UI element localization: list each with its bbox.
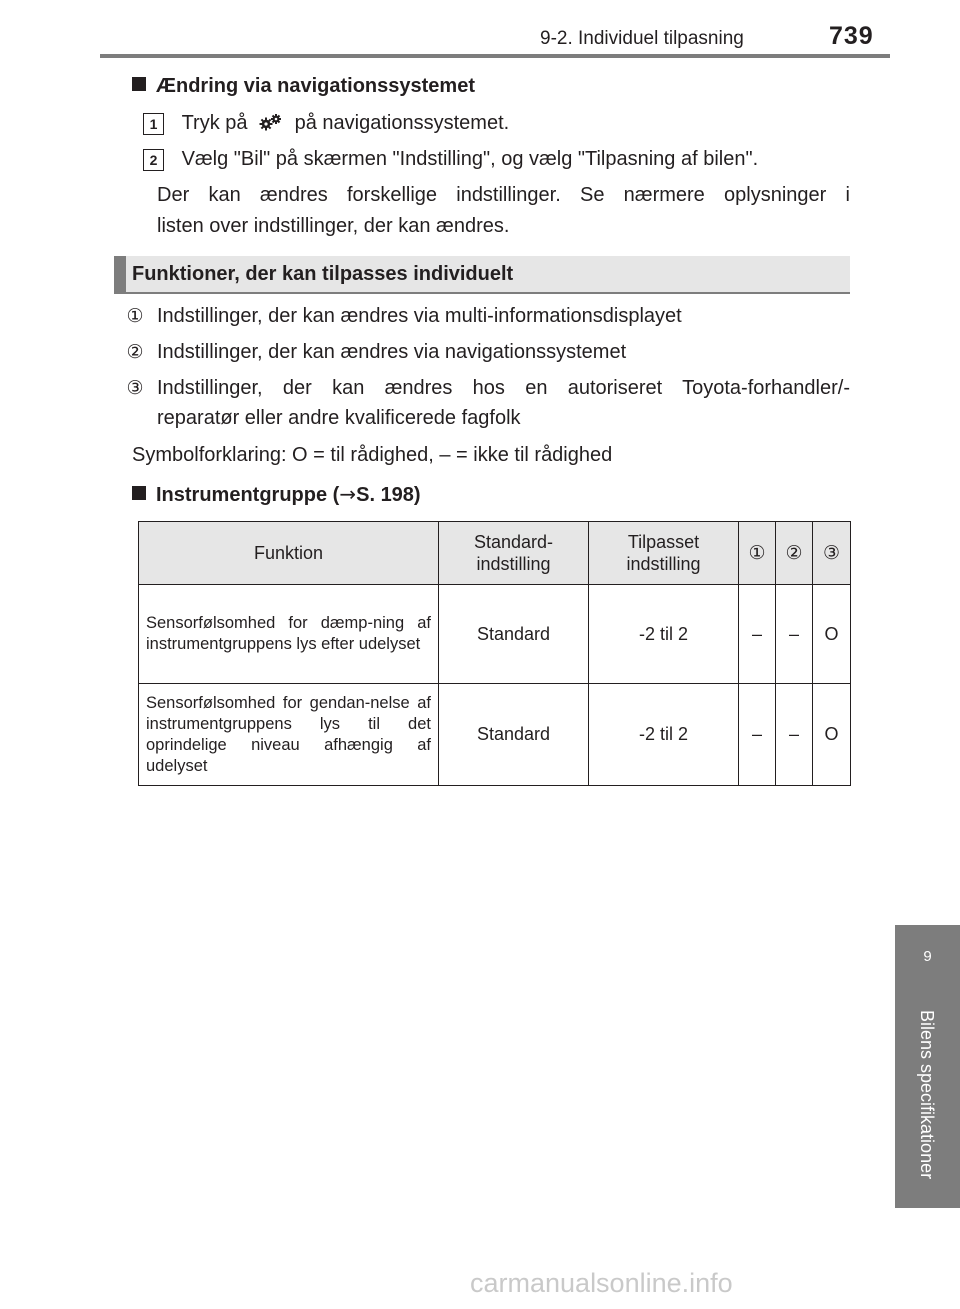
functions-section-title: Funktioner, der kan tilpasses individuelt <box>132 263 514 285</box>
nav-section-heading <box>132 75 475 98</box>
step-1-text-before: Tryk på <box>181 112 248 134</box>
step-number-2: 2 <box>143 149 164 171</box>
settings-table <box>138 521 851 786</box>
table-cell-col3: O <box>813 684 851 786</box>
watermark: carmanualsonline.info <box>470 1268 733 1298</box>
header-rule <box>100 54 890 58</box>
chapter-number: 9 <box>923 948 932 965</box>
col-header-3 <box>813 522 851 585</box>
table-cell-standard: Standard <box>439 585 589 684</box>
table-cell-col2: – <box>776 684 813 786</box>
instrument-section-heading <box>132 482 421 507</box>
arrow-right-icon: → <box>339 482 357 506</box>
section-bar-underline <box>114 292 850 294</box>
table-cell-function: Sensorfølsomhed for gendan-nelse af instrumentgruppens lys til det oprindelige niveau afhængig af udelyset <box>139 684 439 786</box>
nav-section-title: Ændring via navigationssystemet <box>156 75 475 97</box>
table-cell-standard: Standard <box>439 684 589 786</box>
symbol-legend: Symbolforklaring: O = til rådighed, – = ikke til rådighed <box>132 444 613 466</box>
table-row <box>139 585 851 684</box>
table-cell-custom: -2 til 2 <box>589 684 739 786</box>
page-number: 739 <box>829 22 874 50</box>
table-row <box>139 684 851 786</box>
number-2-icon: ② <box>785 542 803 564</box>
col-header-custom-line-1: Tilpasset <box>627 532 700 552</box>
section-bar-accent <box>114 256 126 292</box>
step-1-text-after: på navigationssystemet. <box>294 112 510 134</box>
col-header-standard-line-1: Standard- <box>473 532 554 552</box>
number-2-icon: ② <box>126 341 144 363</box>
step-2 <box>143 143 758 175</box>
functions-item-1 <box>124 300 682 332</box>
running-header-section: 9-2. Individuel tilpasning <box>540 28 744 49</box>
chapter-label-container <box>895 1010 960 1210</box>
functions-item-3-line-1: Indstillinger, der kan ændres hos en autoriseret Toyota-forhandler/- <box>157 377 850 399</box>
number-3-icon: ③ <box>126 377 144 399</box>
number-1-icon: ① <box>126 305 144 327</box>
col-header-1 <box>739 522 776 585</box>
step-number-1: 1 <box>143 113 164 135</box>
table-cell-col3: O <box>813 585 851 684</box>
table-cell-col1: – <box>739 585 776 684</box>
nav-note-line-1: Der kan ændres forskellige indstillinger. Se nærmere oplysninger i <box>157 184 850 206</box>
functions-item-2 <box>124 336 627 368</box>
col-header-custom-line-2: indstilling <box>626 554 701 574</box>
col-header-custom <box>589 522 739 585</box>
square-bullet-icon <box>132 77 146 91</box>
chapter-label: Bilens specifikationer <box>917 1010 937 1180</box>
table-header-row <box>139 522 851 585</box>
step-1 <box>143 107 509 141</box>
functions-item-3 <box>124 372 850 404</box>
number-3-icon: ③ <box>822 542 841 564</box>
functions-section-bar <box>114 256 850 292</box>
step-2-text: Vælg "Bil" på skærmen "Indstilling", og vælg "Tilpasning af bilen". <box>181 148 759 170</box>
functions-item-3-line-2: reparatør eller andre kvalificerede fagfolk <box>157 407 521 429</box>
functions-item-1-text: Indstillinger, der kan ændres via multi-informationsdisplayet <box>157 305 682 327</box>
table-cell-function: Sensorfølsomhed for dæmp-ning af instrumentgruppens lys efter udelyset <box>139 585 439 684</box>
col-header-standard <box>439 522 589 585</box>
gear-icon <box>253 109 289 141</box>
nav-note-line-2: listen over indstillinger, der kan ændres. <box>157 215 510 237</box>
table-cell-col1: – <box>739 684 776 786</box>
number-1-icon: ① <box>748 542 766 564</box>
table-cell-col2: – <box>776 585 813 684</box>
col-header-2 <box>776 522 813 585</box>
instrument-title-prefix: Instrumentgruppe ( <box>156 484 340 506</box>
functions-item-2-text: Indstillinger, der kan ændres via navigationssystemet <box>157 341 627 363</box>
table-cell-custom: -2 til 2 <box>589 585 739 684</box>
col-header-standard-line-2: indstilling <box>476 554 551 574</box>
square-bullet-icon <box>132 486 146 500</box>
instrument-title-ref: S. 198) <box>356 484 421 506</box>
col-header-function: Funktion <box>139 522 439 585</box>
